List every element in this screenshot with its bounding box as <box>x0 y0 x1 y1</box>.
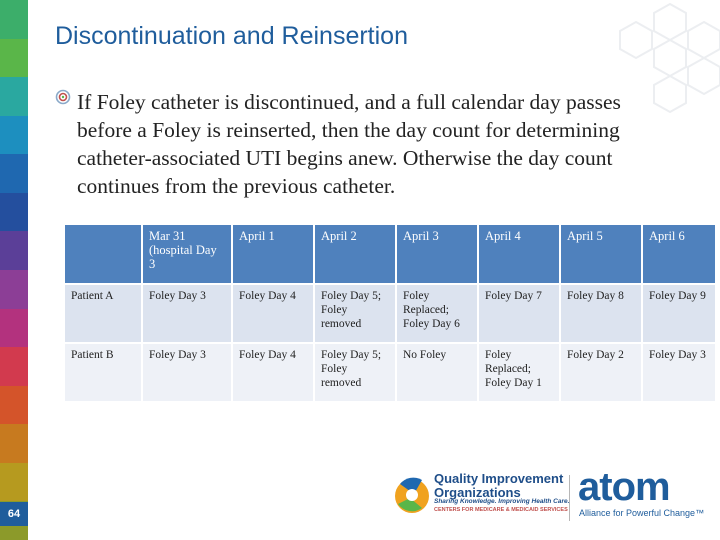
table-header-row <box>65 225 715 283</box>
table-cell: Foley Day 3 <box>143 285 231 342</box>
table-cell: Foley Day 9 <box>643 285 715 342</box>
table-header <box>65 225 141 283</box>
table-header: April 3 <box>397 225 477 283</box>
table-cell: Foley Replaced; Foley Day 1 <box>479 344 559 401</box>
qio-tagline: Sharing Knowledge. Improving Health Care. <box>434 498 570 505</box>
strip-segment <box>0 386 28 425</box>
strip-segment <box>0 116 28 155</box>
strip-segment <box>0 39 28 78</box>
qio-name-text: Quality Improvement Organizations <box>434 471 564 500</box>
table-row <box>65 344 715 401</box>
strip-segment <box>0 231 28 270</box>
logo-divider <box>569 475 570 521</box>
table-cell: No Foley <box>397 344 477 401</box>
table-cell: Patient A <box>65 285 141 342</box>
foley-day-table <box>63 223 717 403</box>
strip-segment <box>0 154 28 193</box>
table-cell: Foley Day 5; Foley removed <box>315 285 395 342</box>
table-cell: Foley Day 7 <box>479 285 559 342</box>
strip-segment <box>0 347 28 386</box>
table-cell: Foley Day 3 <box>143 344 231 401</box>
color-strip <box>0 0 28 540</box>
strip-segment <box>0 77 28 116</box>
table-cell: Foley Day 5; Foley removed <box>315 344 395 401</box>
qio-name <box>434 472 566 500</box>
table-row <box>65 285 715 342</box>
strip-segment <box>0 463 28 502</box>
strip-segment <box>0 309 28 348</box>
strip-segment <box>0 193 28 232</box>
strip-segment <box>0 424 28 463</box>
table-cell: Foley Day 2 <box>561 344 641 401</box>
atom-logo: atom <box>578 465 670 509</box>
table-cell: Foley Day 8 <box>561 285 641 342</box>
table-cell: Foley Replaced; Foley Day 6 <box>397 285 477 342</box>
table-cell: Foley Day 4 <box>233 285 313 342</box>
page-number: 64 <box>0 502 28 526</box>
table-cell: Foley Day 4 <box>233 344 313 401</box>
table-header: April 1 <box>233 225 313 283</box>
bullet-text: If Foley catheter is discontinued, and a full calendar day passes before a Foley is reinserted, then the day count for determining catheter-associated UTI begins anew. Otherwise the day count continues from the previous catheter. <box>77 90 621 198</box>
table-cell: Patient B <box>65 344 141 401</box>
strip-segment <box>0 270 28 309</box>
bullet-point <box>55 88 675 200</box>
table-header: April 4 <box>479 225 559 283</box>
table-header: April 6 <box>643 225 715 283</box>
qio-cms: CENTERS FOR MEDICARE & MEDICAID SERVICES <box>434 507 568 513</box>
atom-tagline: Alliance for Powerful Change™ <box>579 508 705 518</box>
table-cell: Foley Day 3 <box>643 344 715 401</box>
strip-segment <box>0 0 28 39</box>
slide-title: Discontinuation and Reinsertion <box>55 22 408 50</box>
table-header: April 5 <box>561 225 641 283</box>
table-header: Mar 31 (hospital Day 3 <box>143 225 231 283</box>
table-header: April 2 <box>315 225 395 283</box>
